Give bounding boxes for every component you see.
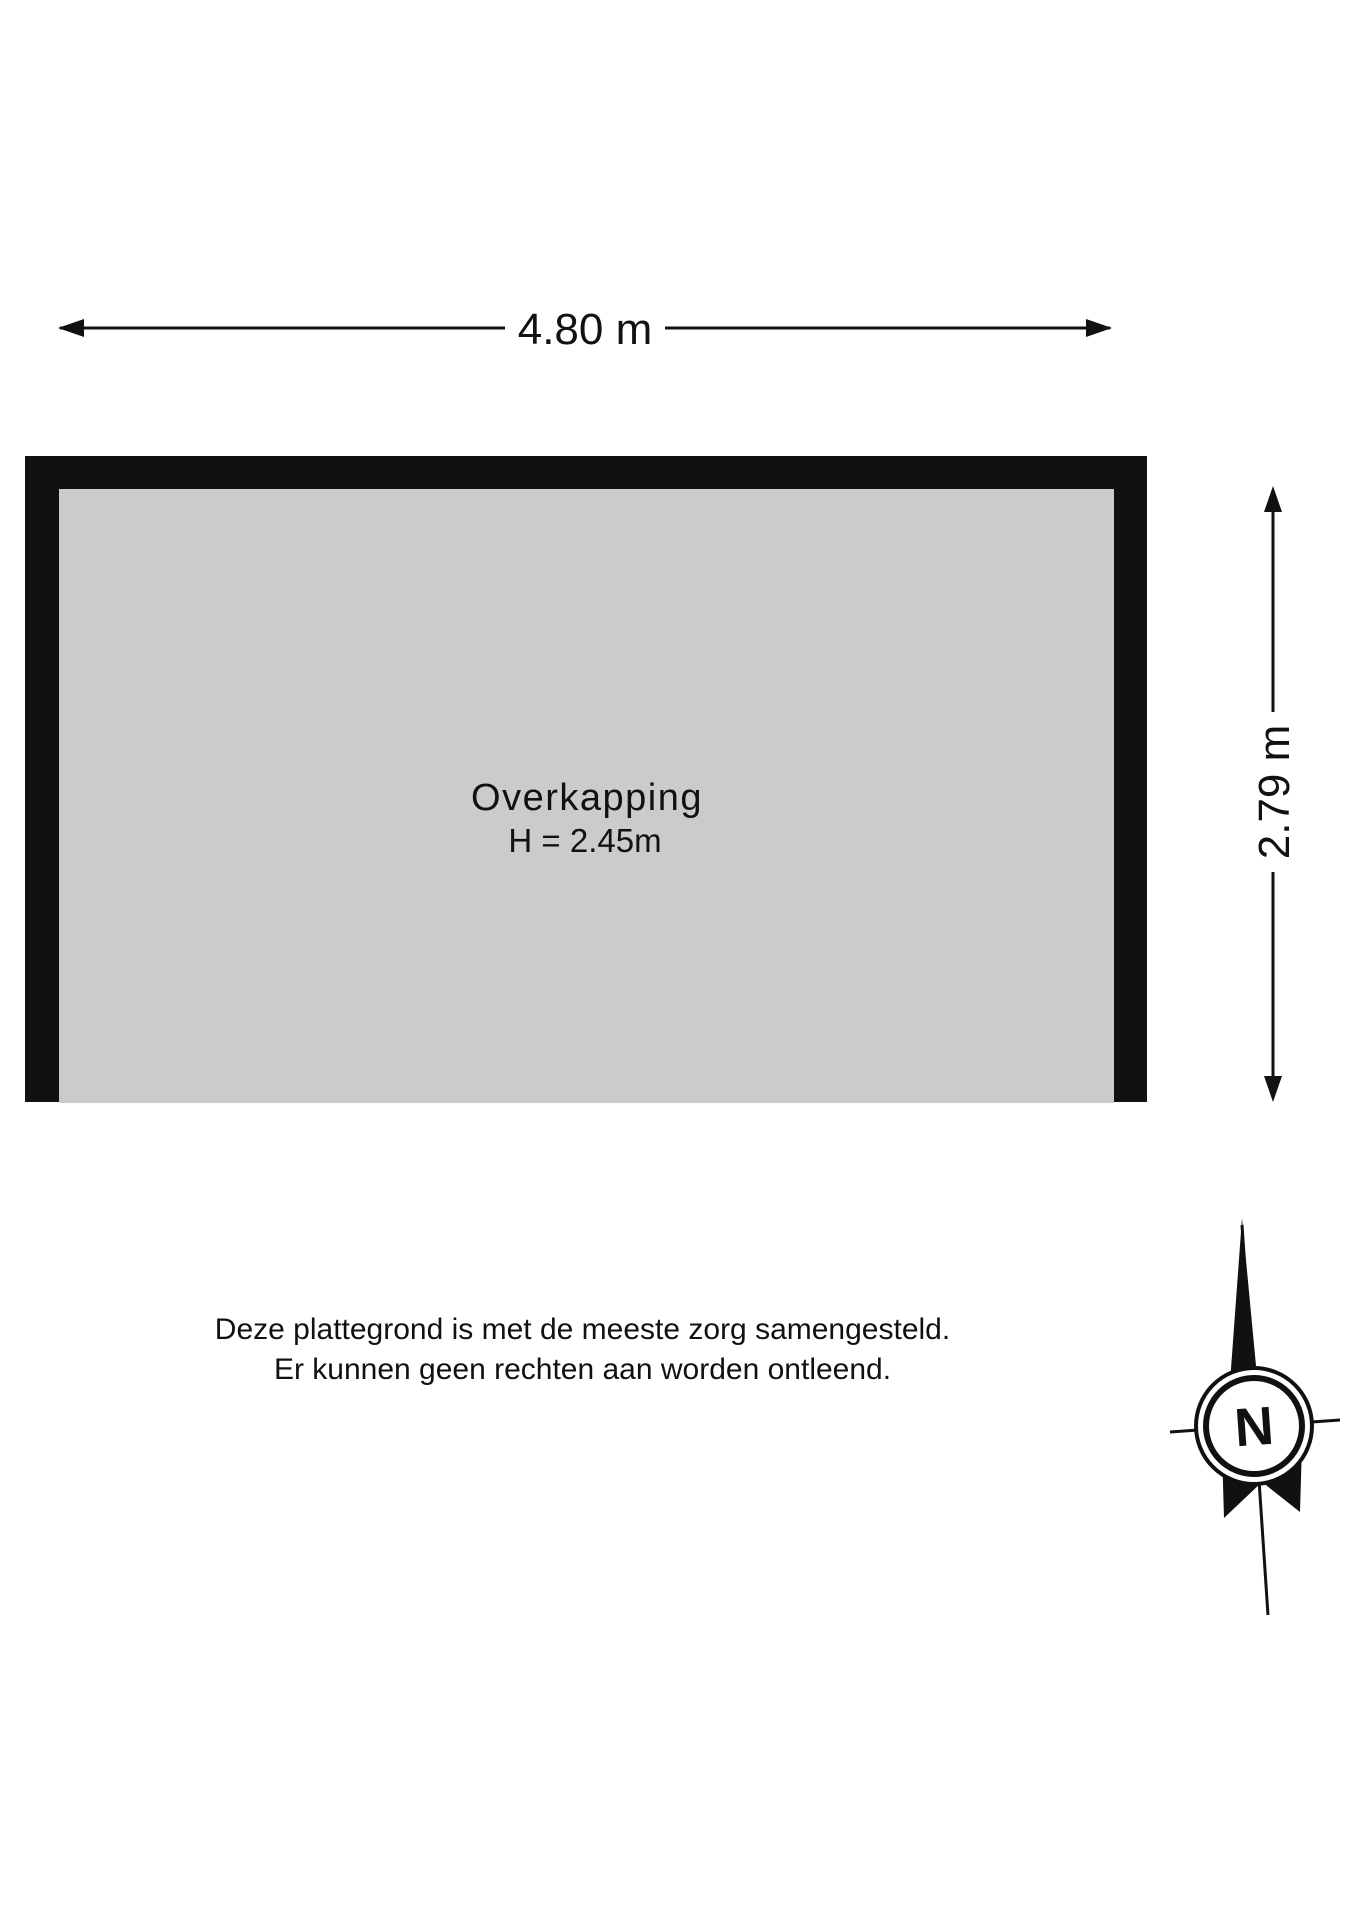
north-arrow-icon: [1170, 1218, 1340, 1615]
room-overkapping: [25, 456, 1147, 1103]
depth-arrow-bottom-icon: [1264, 1076, 1282, 1102]
room-name: Overkapping: [471, 777, 703, 819]
compass-north-letter: N: [1232, 1395, 1276, 1459]
room-height: H = 2.45m: [508, 822, 662, 859]
width-dimension-label: 4.80 m: [517, 305, 653, 354]
depth-dimension: [1250, 486, 1299, 1102]
disclaimer-line-2: Er kunnen geen rechten aan worden ontleend.: [273, 1353, 892, 1386]
width-dimension: [58, 305, 1112, 354]
width-arrow-left-icon: [58, 319, 84, 337]
disclaimer: [120, 1310, 1045, 1390]
width-arrow-right-icon: [1086, 319, 1112, 337]
depth-dimension-label: 2.79 m: [1250, 724, 1299, 860]
depth-arrow-top-icon: [1264, 486, 1282, 512]
disclaimer-line-1: Deze plattegrond is met de meeste zorg samengesteld.: [214, 1313, 951, 1346]
